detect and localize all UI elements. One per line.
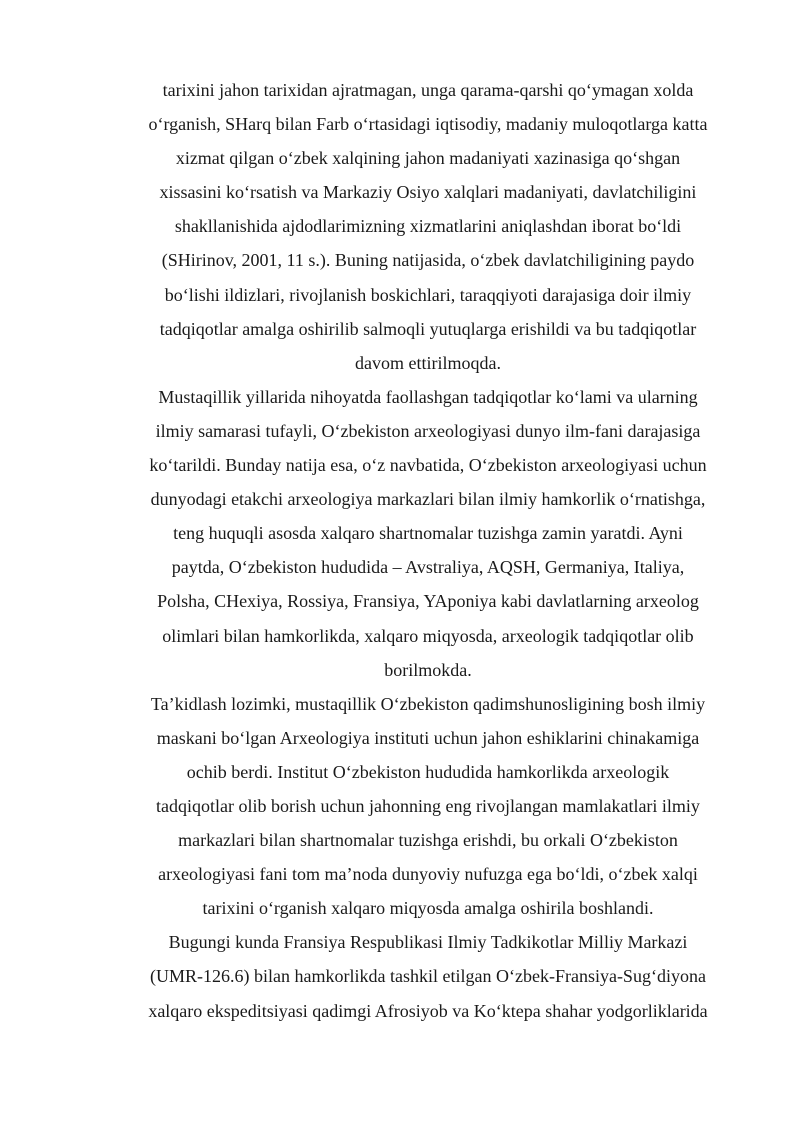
text-line: tarixini jahon tarixidan ajratmagan, unga qarama-qarshi qo‘ymagan xolda [162,80,694,100]
text-line: paytda, O‘zbekiston hududida – Avstraliya, AQSH, Germaniya, Italiya, [171,557,685,578]
text-line: ochib berdi. Institut O‘zbekiston hududida hamkorlikda arxeologik [186,761,670,782]
text-line: tarixini o‘rganish xalqaro miqyosda amalga oshirila boshlandi. [202,898,654,919]
text-line: Mustaqillik yillarida nihoyatda faollashgan tadqiqotlar ko‘lami va ularning [158,386,698,407]
text-line: markazlari bilan shartnomalar tuzishga erishdi, bu orkali O‘zbekiston [178,830,678,851]
text-line: borilmokda. [384,659,472,680]
text-line: xizmat qilgan o‘zbek xalqining jahon madaniyati xazinasiga qo‘shgan [175,148,681,169]
text-line: ko‘tarildi. Bunday natija esa, o‘z navbatida, O‘zbekiston arxeologiyasi uchun [149,455,707,476]
text-line: tadqiqotlar amalga oshirilib salmoqli yutuqlarga erishildi va bu tadqiqotlar [159,318,697,339]
text-line: bo‘lishi ildizlari, rivojlanish boskichlari, taraqqiyoti darajasiga doir ilmiy [164,284,692,305]
text-line: teng huquqli asosda xalqaro shartnomalar tuzishga zamin yaratdi. Ayni [173,523,683,544]
text-line: xalqaro ekspeditsiyasi qadimgi Afrosiyob va Ko‘ktepa shahar yodgorliklarida [148,1000,708,1021]
text-line: dunyodagi etakchi arxeologiya markazlari bilan ilmiy hamkorlik o‘rnatishga, [150,489,706,510]
text-line: (UMR-126.6) bilan hamkorlikda tashkil etilgan O‘zbek-Fransiya-Sug‘diyona [150,966,706,987]
text-line: arxeologiyasi fani tom ma’noda dunyoviy nufuzga ega bo‘ldi, o‘zbek xalqi [158,864,698,885]
text-line: olimlari bilan hamkorlikda, xalqaro miqyosda, arxeologik tadqiqotlar olib [162,625,694,646]
text-line: xissasini ko‘rsatish va Markaziy Osiyo xalqlari madaniyati, davlatchiligini [159,182,697,203]
text-line: davom ettirilmoqda. [355,352,501,373]
text-line: Ta’kidlash lozimki, mustaqillik O‘zbekiston qadimshunosligining bosh ilmiy [150,693,706,714]
text-line: tadqiqotlar olib borish uchun jahonning eng rivojlangan mamlakatlari ilmiy [156,795,700,816]
text-line: shakllanishida ajdodlarimizning xizmatlarini aniqlashdan iborat bo‘ldi [174,216,682,237]
text-line: ilmiy samarasi tufayli, O‘zbekiston arxeologiyasi dunyo ilm-fani darajasiga [155,420,701,441]
text-line: Bugungi kunda Fransiya Respublikasi Ilmiy Tadkikotlar Milliy Markazi [168,932,688,953]
body-text [108,73,748,1028]
text-line: Polsha, CHexiya, Rossiya, Fransiya, YAponiya kabi davlatlarning arxeolog [157,591,699,612]
text-line: maskani bo‘lgan Arxeologiya instituti uchun jahon eshiklarini chinakamiga [156,727,700,748]
text-line: o‘rganish, SHarq bilan Farb o‘rtasidagi iqtisodiy, madaniy muloqotlarga katta [148,114,708,135]
text-line: (SHirinov, 2001, 11 s.). Buning natijasida, o‘zbek davlatchiligining paydo [161,250,695,271]
